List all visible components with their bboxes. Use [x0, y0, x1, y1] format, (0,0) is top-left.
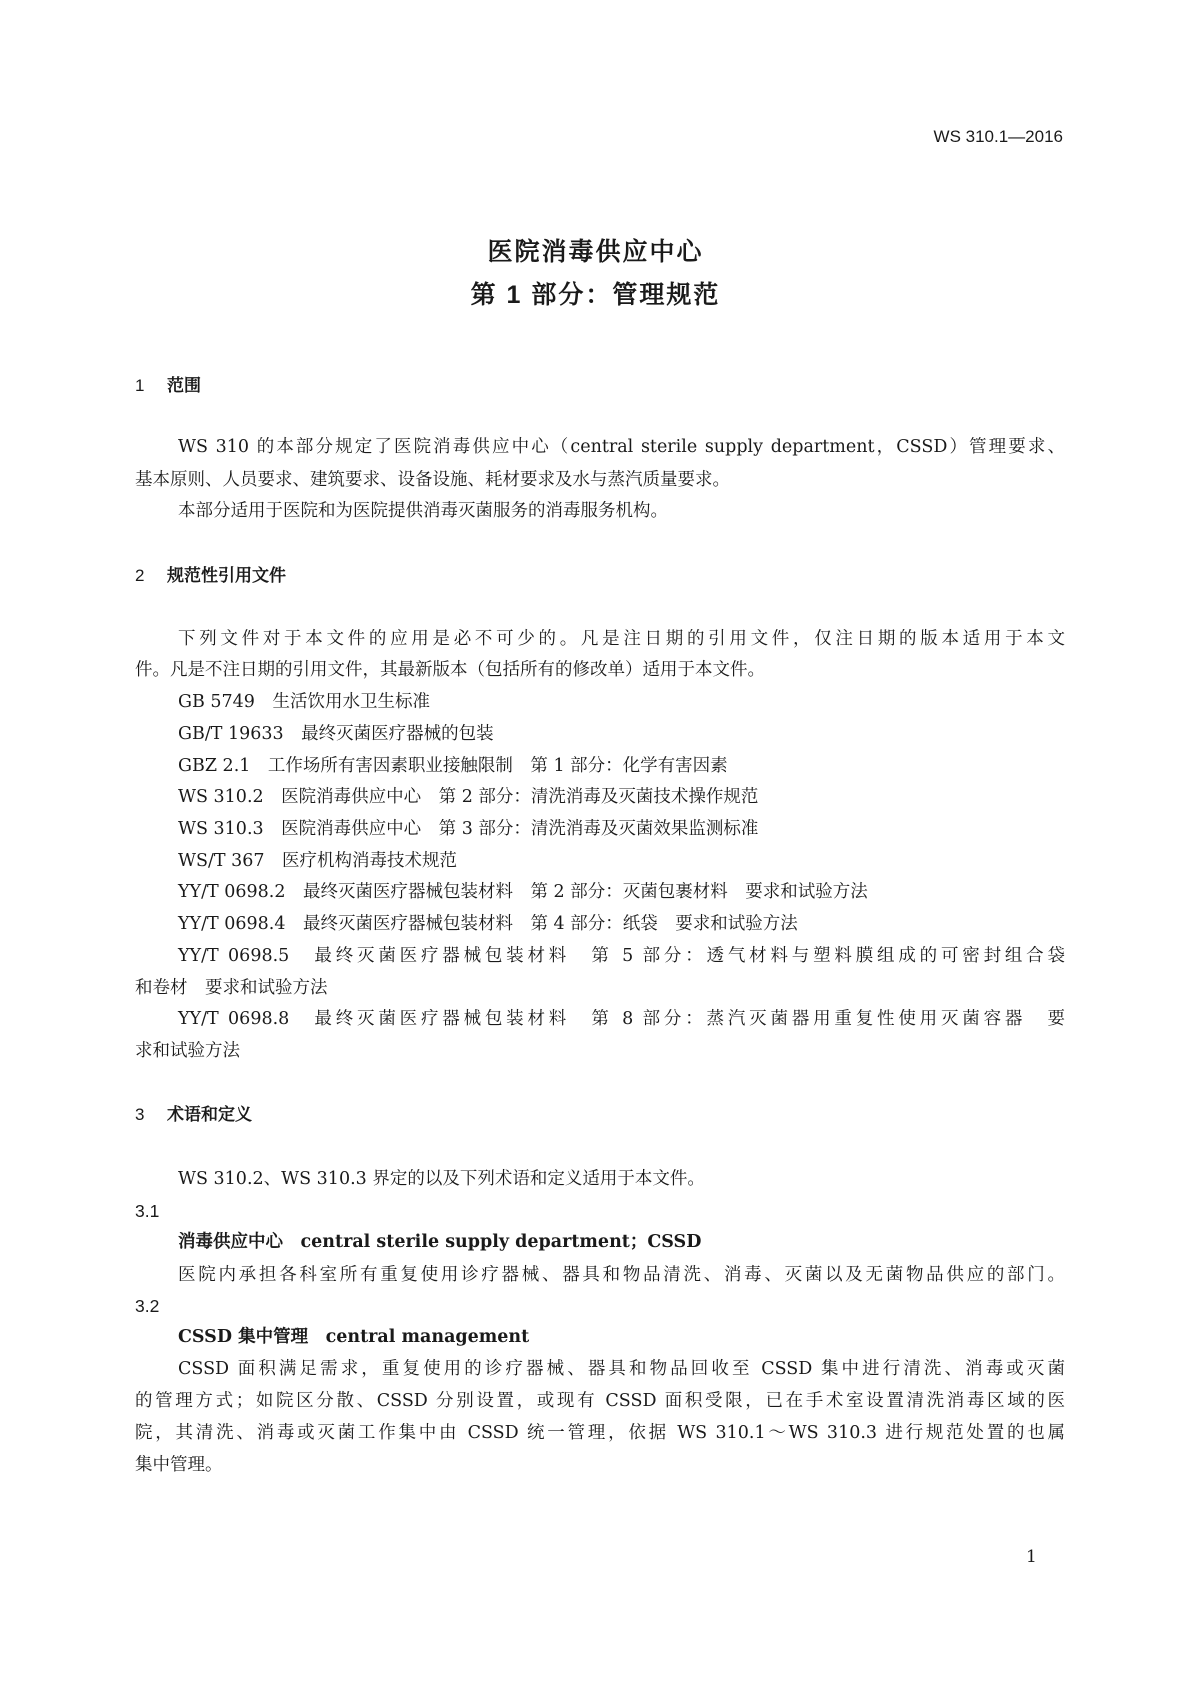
reference-item: GB/T 19633 最终灭菌医疗器械的包装	[178, 724, 494, 744]
reference-item: WS 310.3 医院消毒供应中心 第 3 部分：清洗消毒及灭菌效果监测标准	[178, 819, 759, 839]
paragraph-line: 基本原则、人员要求、建筑要求、设备设施、耗材要求及水与蒸汽质量要求。	[135, 470, 730, 490]
term-definition-line: CSSD 面积满足需求，重复使用的诊疗器械、器具和物品回收至 CSSD 集中进行清洗、消毒或灭菌	[178, 1359, 1065, 1379]
reference-item-continued: 求和试验方法	[135, 1041, 240, 1061]
reference-item: WS/T 367 医疗机构消毒技术规范	[178, 851, 458, 871]
term-definition-line: 院，其清洗、消毒或灭菌工作集中由 CSSD 统一管理，依据 WS 310.1～WS 310.3 进行规范处置的也属	[135, 1423, 1065, 1443]
section-3-heading	[135, 1103, 1065, 1127]
paragraph-line: 下列文件对于本文件的应用是必不可少的。凡是注日期的引用文件，仅注日期的版本适用于本文	[178, 629, 1065, 649]
term-number: 3.1	[135, 1201, 160, 1221]
section-title: 范围	[167, 376, 201, 395]
section-number: 3	[135, 1105, 145, 1124]
reference-item: YY/T 0698.8 最终灭菌医疗器械包装材料 第 8 部分：蒸汽灭菌器用重复性使用灭菌容器 要	[178, 1009, 1065, 1029]
term-number: 3.2	[135, 1296, 160, 1316]
section-number: 1	[135, 376, 145, 395]
reference-item: YY/T 0698.4 最终灭菌医疗器械包装材料 第 4 部分：纸袋 要求和试验方法	[178, 914, 798, 934]
document-subtitle: 第 1 部分：管理规范	[470, 281, 721, 309]
paragraph-line: 件。凡是不注日期的引用文件，其最新版本（包括所有的修改单）适用于本文件。	[135, 660, 765, 680]
term-title: CSSD 集中管理 central management	[178, 1327, 530, 1347]
reference-item: GBZ 2.1 工作场所有害因素职业接触限制 第 1 部分：化学有害因素	[178, 756, 728, 776]
standard-code: WS 310.1—2016	[933, 127, 1063, 146]
term-definition-line: 的管理方式；如院区分散、CSSD 分别设置，或现有 CSSD 面积受限，已在手术室设置清洗消毒区域的医	[135, 1391, 1065, 1411]
paragraph-line: 本部分适用于医院和为医院提供消毒灭菌服务的消毒服务机构。	[178, 501, 668, 521]
reference-item: YY/T 0698.2 最终灭菌医疗器械包装材料 第 2 部分：灭菌包裹材料 要求和试验方法	[178, 882, 868, 902]
term-definition: 医院内承担各科室所有重复使用诊疗器械、器具和物品清洗、消毒、灭菌以及无菌物品供应的部门。	[178, 1265, 1065, 1285]
term-definition-line: 集中管理。	[135, 1455, 223, 1475]
section-title: 术语和定义	[167, 1105, 252, 1124]
section-number: 2	[135, 566, 145, 585]
reference-item-continued: 和卷材 要求和试验方法	[135, 978, 328, 998]
page-number: 1	[1026, 1547, 1037, 1567]
document-title: 医院消毒供应中心	[487, 238, 704, 266]
section-1-heading	[135, 374, 1065, 398]
paragraph-line: WS 310.2、WS 310.3 界定的以及下列术语和定义适用于本文件。	[178, 1169, 705, 1189]
paragraph-line: WS 310 的本部分规定了医院消毒供应中心（central sterile supply department，CSSD）管理要求、	[178, 437, 1065, 457]
reference-item: WS 310.2 医院消毒供应中心 第 2 部分：清洗消毒及灭菌技术操作规范	[178, 787, 759, 807]
section-2-heading	[135, 564, 1065, 588]
section-title: 规范性引用文件	[167, 566, 286, 585]
term-title: 消毒供应中心 central sterile supply department；CSSD	[178, 1232, 702, 1252]
reference-item: GB 5749 生活饮用水卫生标准	[178, 692, 430, 712]
reference-item: YY/T 0698.5 最终灭菌医疗器械包装材料 第 5 部分：透气材料与塑料膜组成的可密封组合袋	[178, 946, 1065, 966]
